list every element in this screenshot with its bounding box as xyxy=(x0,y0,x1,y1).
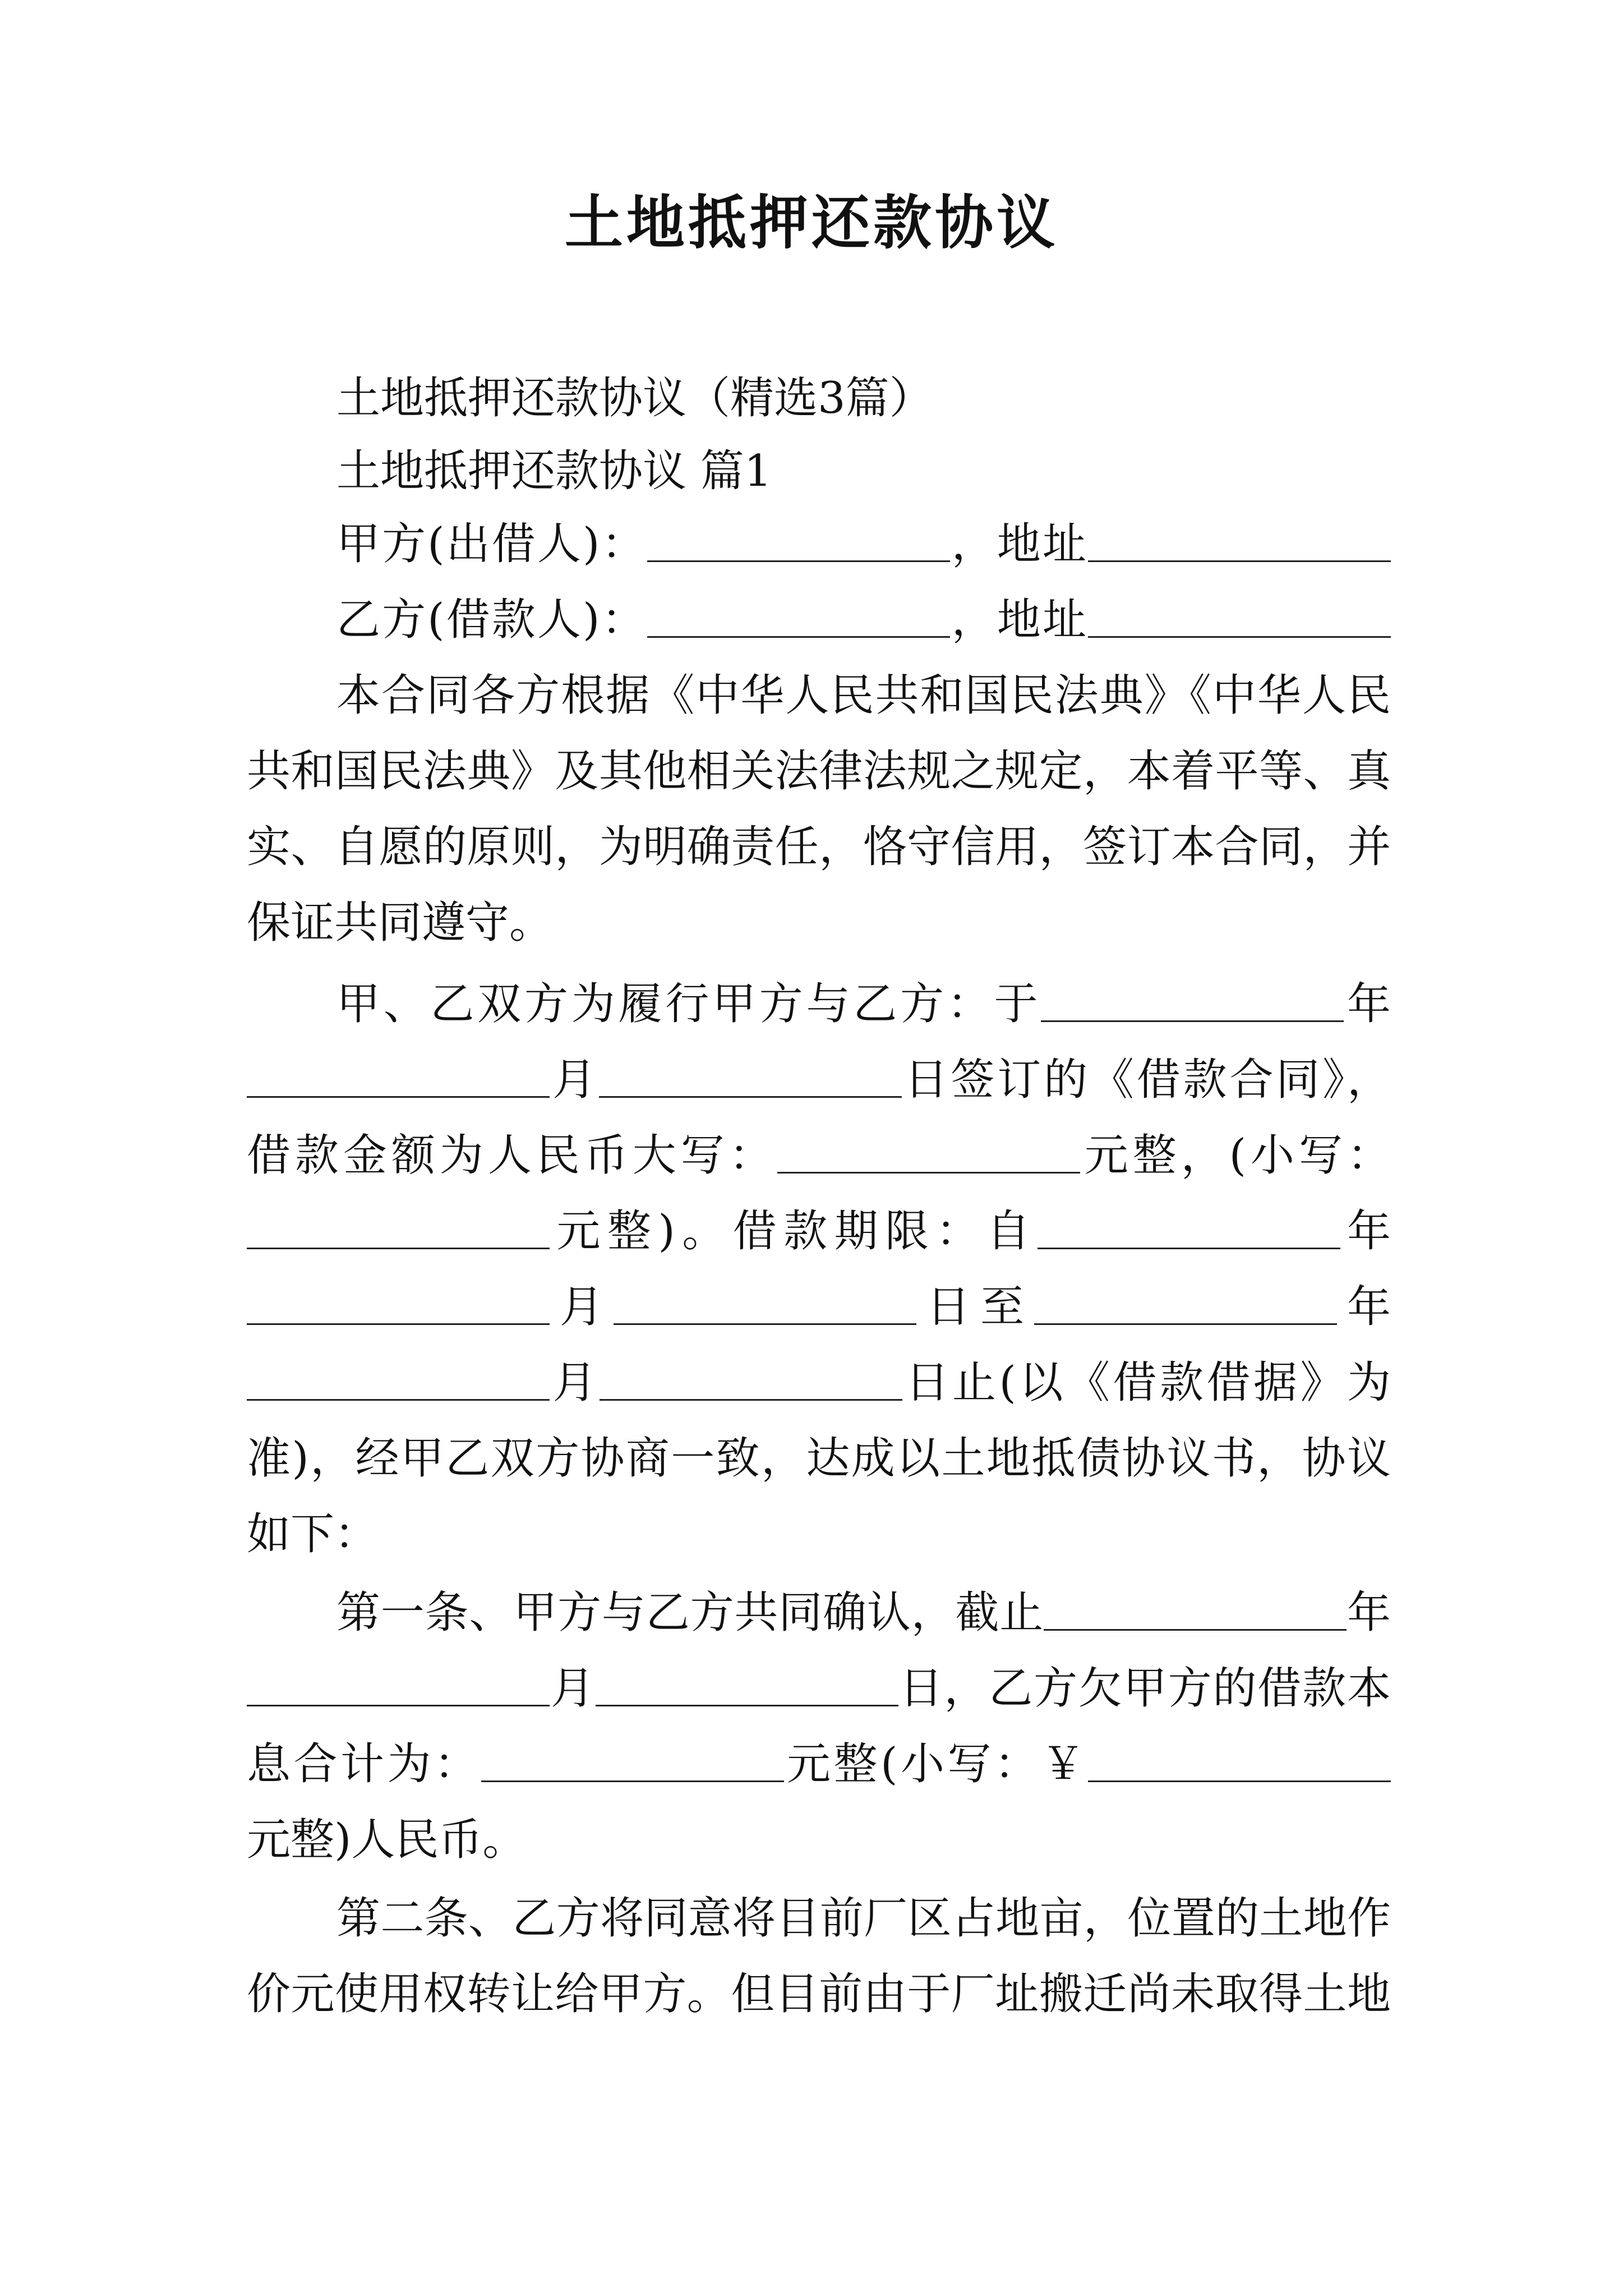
term-start-day-blank[interactable] xyxy=(614,1290,916,1325)
p2-line-3: 借款金额为人民币大写： 元整，(小写： xyxy=(247,1130,1391,1181)
document-subtitle: 土地抵押还款协议（精选3篇） xyxy=(336,373,933,424)
party-a-label: 甲方(出借人)： xyxy=(336,519,647,569)
amount-words-blank[interactable] xyxy=(777,1138,1080,1174)
signing-year-blank[interactable] xyxy=(1041,987,1344,1022)
intro-line-3: 实、自愿的原则，为明确责任，恪守信用，签订本合同，并 xyxy=(247,822,1391,872)
total-words-blank[interactable] xyxy=(481,1747,784,1782)
section-heading: 土地抵押还款协议 篇1 xyxy=(336,446,772,496)
term-end-day-blank[interactable] xyxy=(600,1365,902,1401)
article1-line-2: 月 日，乙方欠甲方的借款本 xyxy=(247,1652,1391,1725)
party-b-label: 乙方(借款人)： xyxy=(336,595,647,645)
total-figures-blank[interactable] xyxy=(1088,1747,1391,1782)
p2-line-1: 甲、乙双方为履行甲方与乙方：于 年 xyxy=(336,979,1391,1029)
p2-line-5: 月 日至 年 xyxy=(247,1271,1391,1343)
party-b-line xyxy=(247,583,1391,656)
term-end-month-blank[interactable] xyxy=(247,1365,550,1401)
party-a-address-blank[interactable] xyxy=(1088,527,1391,562)
party-a-address-label: ，地址 xyxy=(949,519,1088,569)
cutoff-year-blank[interactable] xyxy=(1044,1595,1347,1631)
amount-figures-blank[interactable] xyxy=(247,1214,550,1249)
p2-line-7: 准)，经甲乙双方协商一致，达成以土地抵债协议书，协议 xyxy=(247,1433,1391,1484)
term-start-month-blank[interactable] xyxy=(247,1290,550,1325)
p2-line-6: 月 日止(以《借款借据》为 xyxy=(247,1346,1391,1419)
intro-line-1: 本合同各方根据《中华人民共和国民法典》《中华人民 xyxy=(336,670,1391,721)
intro-line-2: 共和国民法典》及其他相关法律法规之规定，本着平等、真 xyxy=(247,746,1391,797)
signing-day-blank[interactable] xyxy=(599,1062,902,1098)
cutoff-day-blank[interactable] xyxy=(596,1671,898,1706)
party-b-name-blank[interactable] xyxy=(647,602,950,638)
cutoff-month-blank[interactable] xyxy=(247,1671,550,1706)
article1-line-4: 元整)人民币。 xyxy=(247,1815,527,1865)
document-title: 土地抵押还款协议 xyxy=(564,188,1058,257)
article1-line-3: 息合计为： 元整(小写：￥ xyxy=(247,1728,1391,1801)
article1-line-1: 第一条、甲方与乙方共同确认，截止 年 xyxy=(336,1588,1391,1638)
p2-line-4: 元整)。借款期限：自 年 xyxy=(247,1195,1391,1268)
party-a-line xyxy=(247,508,1391,581)
party-b-address-blank[interactable] xyxy=(1088,602,1391,638)
p2-line-2: 月 日签订的《借款合同》， xyxy=(247,1043,1391,1116)
term-start-year-blank[interactable] xyxy=(1038,1214,1340,1249)
party-b-address-label: ，地址 xyxy=(949,595,1088,645)
party-a-name-blank[interactable] xyxy=(647,527,950,562)
signing-month-blank[interactable] xyxy=(247,1062,550,1098)
term-end-year-blank[interactable] xyxy=(1034,1290,1337,1325)
intro-line-4: 保证共同遵守。 xyxy=(247,898,554,948)
p2-line-8: 如下： xyxy=(247,1509,379,1559)
article2-line-1: 第二条、乙方将同意将目前厂区占地亩，位置的土地作 xyxy=(336,1893,1391,1944)
article2-line-2: 价元使用权转让给甲方。但目前由于厂址搬迁尚未取得土地 xyxy=(247,1969,1391,2019)
